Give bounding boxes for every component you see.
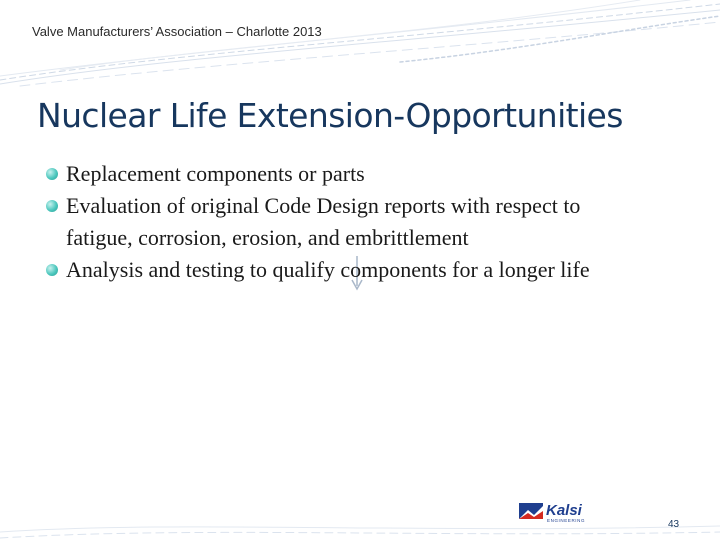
- bullet-text: Analysis and testing to qualify components for a longer life: [66, 257, 590, 282]
- bullet-icon: [46, 200, 58, 212]
- bullet-text: Evaluation of original Code Design reports with respect to fatigue, corrosion, erosion, and embrittlement: [66, 193, 581, 250]
- logo-wordmark: Kalsi: [546, 502, 582, 519]
- bullet-item: [44, 254, 644, 286]
- bullet-item: [44, 190, 644, 254]
- logo-subtext: ENGINEERING: [547, 518, 586, 523]
- bullet-item: [44, 158, 644, 190]
- page-number: 43: [668, 519, 680, 530]
- bullet-list: [44, 158, 644, 286]
- kalsi-logo: [519, 500, 615, 524]
- slide-title: Nuclear Life Extension-Opportunities: [37, 96, 623, 135]
- bullet-icon: [46, 168, 58, 180]
- header-text: Valve Manufacturers’ Association – Charlotte 2013: [32, 24, 322, 39]
- bullet-icon: [46, 264, 58, 276]
- bullet-text: Replacement components or parts: [66, 161, 365, 186]
